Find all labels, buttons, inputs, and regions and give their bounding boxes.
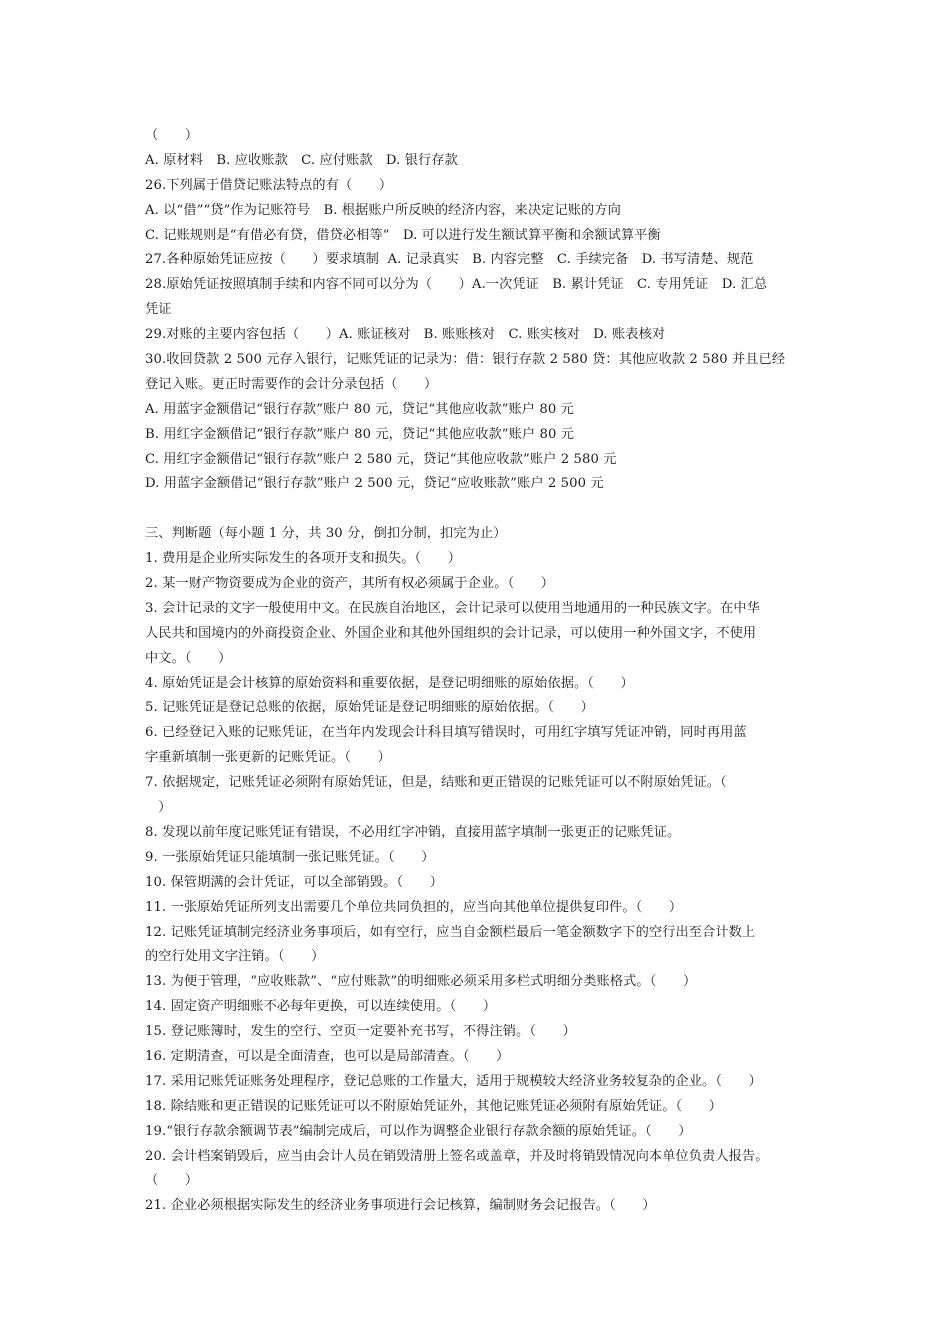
question-1: 1. 费用是企业所实际发生的各项开支和损失。（ ）: [145, 551, 462, 567]
text-line: 字重新填制一张更新的记账凭证。（ ）: [145, 750, 391, 766]
text-line: A. 原材料 B. 应收账款 C. 应付账款 D. 银行存款: [145, 152, 458, 168]
question-6: 6. 已经登记入账的记账凭证，在当年内发现会计科目填写错误时，可用红字填写凭证冲销，同时再用蓝: [145, 725, 747, 741]
text-line: D. 用蓝字金额借记“银行存款”账户 2 500 元，贷记“应收账款”账户 2 500 元: [145, 476, 604, 492]
document-body: [145, 124, 815, 1219]
question-10: 10. 保管期满的会计凭证，可以全部销毁。（ ）: [145, 874, 443, 890]
question-17: 17. 采用记账凭证账务处理程序，登记总账的工作量大，适用于规模较大经济业务较复杂的企业。（ ）: [145, 1073, 762, 1089]
question-5: 5. 记账凭证是登记总账的依据，原始凭证是登记明细账的原始依据。（ ）: [145, 700, 594, 716]
text-line: A. 用蓝字金额借记“银行存款”账户 80 元，贷记“其他应收款”账户 80 元: [145, 401, 574, 417]
section-spacer: [145, 497, 815, 522]
question-18: 18. 除结账和更正错误的记账凭证可以不附原始凭证外，其他记账凭证必须附有原始凭证。（ ）: [145, 1098, 723, 1114]
true-false-section: [145, 522, 815, 1219]
text-line: 登记入账。更正时需要作的会计分录包括（ ）: [145, 376, 438, 392]
question-19: 19.“银行存款余额调节表”编制完成后，可以作为调整企业银行存款余额的原始凭证。（ ）: [145, 1123, 692, 1139]
question-29: 29.对账的主要内容包括（ ）A. 账证核对 B. 账账核对 C. 账实核对 D. 账表核对: [145, 327, 666, 343]
question-8: 8. 发现以前年度记账凭证有错误，不必用红字冲销，直接用蓝字填制一张更正的记账凭证。: [145, 824, 681, 840]
question-27: 27.各种原始凭证应按（ ）要求填制 A. 记录真实 B. 内容完整 C. 手续完备 D. 书写清楚、规范: [145, 252, 754, 268]
text-line: C. 用红字金额借记“银行存款”账户 2 580 元，贷记“其他应收款”账户 2 580 元: [145, 451, 617, 467]
question-11: 11. 一张原始凭证所列支出需要几个单位共同负担的，应当向其他单位提供复印件。（ ）: [145, 899, 683, 915]
question-2: 2. 某一财产物资要成为企业的资产，其所有权必须属于企业。（ ）: [145, 576, 555, 592]
text-line: A. 以“借”“贷”作为记账符号 B. 根据账户所反映的经济内容，来决定记账的方向: [145, 202, 621, 218]
question-21: 21. 企业必须根据实际发生的经济业务事项进行会记核算，编制财务会记报告。（ ）: [145, 1198, 656, 1214]
text-line: （ ）: [145, 1173, 199, 1189]
text-line: ）: [145, 800, 172, 816]
question-3: 3. 会计记录的文字一般使用中文。在民族自治地区，会计记录可以使用当地通用的一种民族文字。在中华: [145, 600, 761, 616]
text-line: C. 记账规则是“有借必有贷，借贷必相等” D. 可以进行发生额试算平衡和余额试算平衡: [145, 227, 661, 243]
question-9: 9. 一张原始凭证只能填制一张记账凭证。（ ）: [145, 849, 435, 865]
text-line: 中文。（ ）: [145, 650, 232, 666]
question-15: 15. 登记账簿时，发生的空行、空页一定要补充书写，不得注销。（ ）: [145, 1024, 576, 1040]
text-line: 的空行处用文字注销。（ ）: [145, 949, 325, 965]
multiple-choice-section: [145, 124, 815, 497]
text-line: 人民共和国境内的外商投资企业、外国企业和其他外国组织的会计记录，可以使用一种外国文字，不使用: [145, 625, 757, 641]
question-14: 14. 固定资产明细账不必每年更换，可以连续使用。（ ）: [145, 999, 497, 1015]
question-7: 7. 依据规定，记账凭证必须附有原始凭证，但是，结账和更正错误的记账凭证可以不附原始凭证。（: [145, 775, 727, 791]
text-line: 凭证: [145, 302, 172, 318]
question-12: 12. 记账凭证填制完经济业务事项后，如有空行，应当自金额栏最后一笔金额数字下的空行出至合计数上: [145, 924, 756, 940]
section-heading: 三、判断题（每小题 1 分，共 30 分，倒扣分制，扣完为止）: [145, 526, 507, 542]
question-13: 13. 为便于管理，“应收账款”、“应付账款”的明细账必须采用多栏式明细分类账格式。（ ）: [145, 974, 697, 990]
question-20: 20. 会计档案销毁后，应当由会计人员在销毁清册上签名或盖章，并及时将销毁情况向本单位负责人报告。: [145, 1148, 769, 1164]
text-line: （ ）: [145, 128, 199, 143]
question-30: 30.收回贷款 2 500 元存入银行，记账凭证的记录为：借：银行存款 2 580 贷：其他应收款 2 580 并且已经: [145, 352, 786, 368]
question-16: 16. 定期清查，可以是全面清查，也可以是局部清查。（ ）: [145, 1048, 510, 1064]
question-26: 26.下列属于借贷记账法特点的有（ ）: [145, 177, 393, 193]
question-28: 28.原始凭证按照填制手续和内容不同可以分为（ ）A.一次凭证 B. 累计凭证 C. 专用凭证 D. 汇总: [145, 277, 768, 293]
question-4: 4. 原始凭证是会计核算的原始资料和重要依据，是登记明细账的原始依据。（ ）: [145, 675, 634, 691]
text-line: B. 用红字金额借记“银行存款”账户 80 元，贷记“其他应收款”账户 80 元: [145, 426, 575, 442]
